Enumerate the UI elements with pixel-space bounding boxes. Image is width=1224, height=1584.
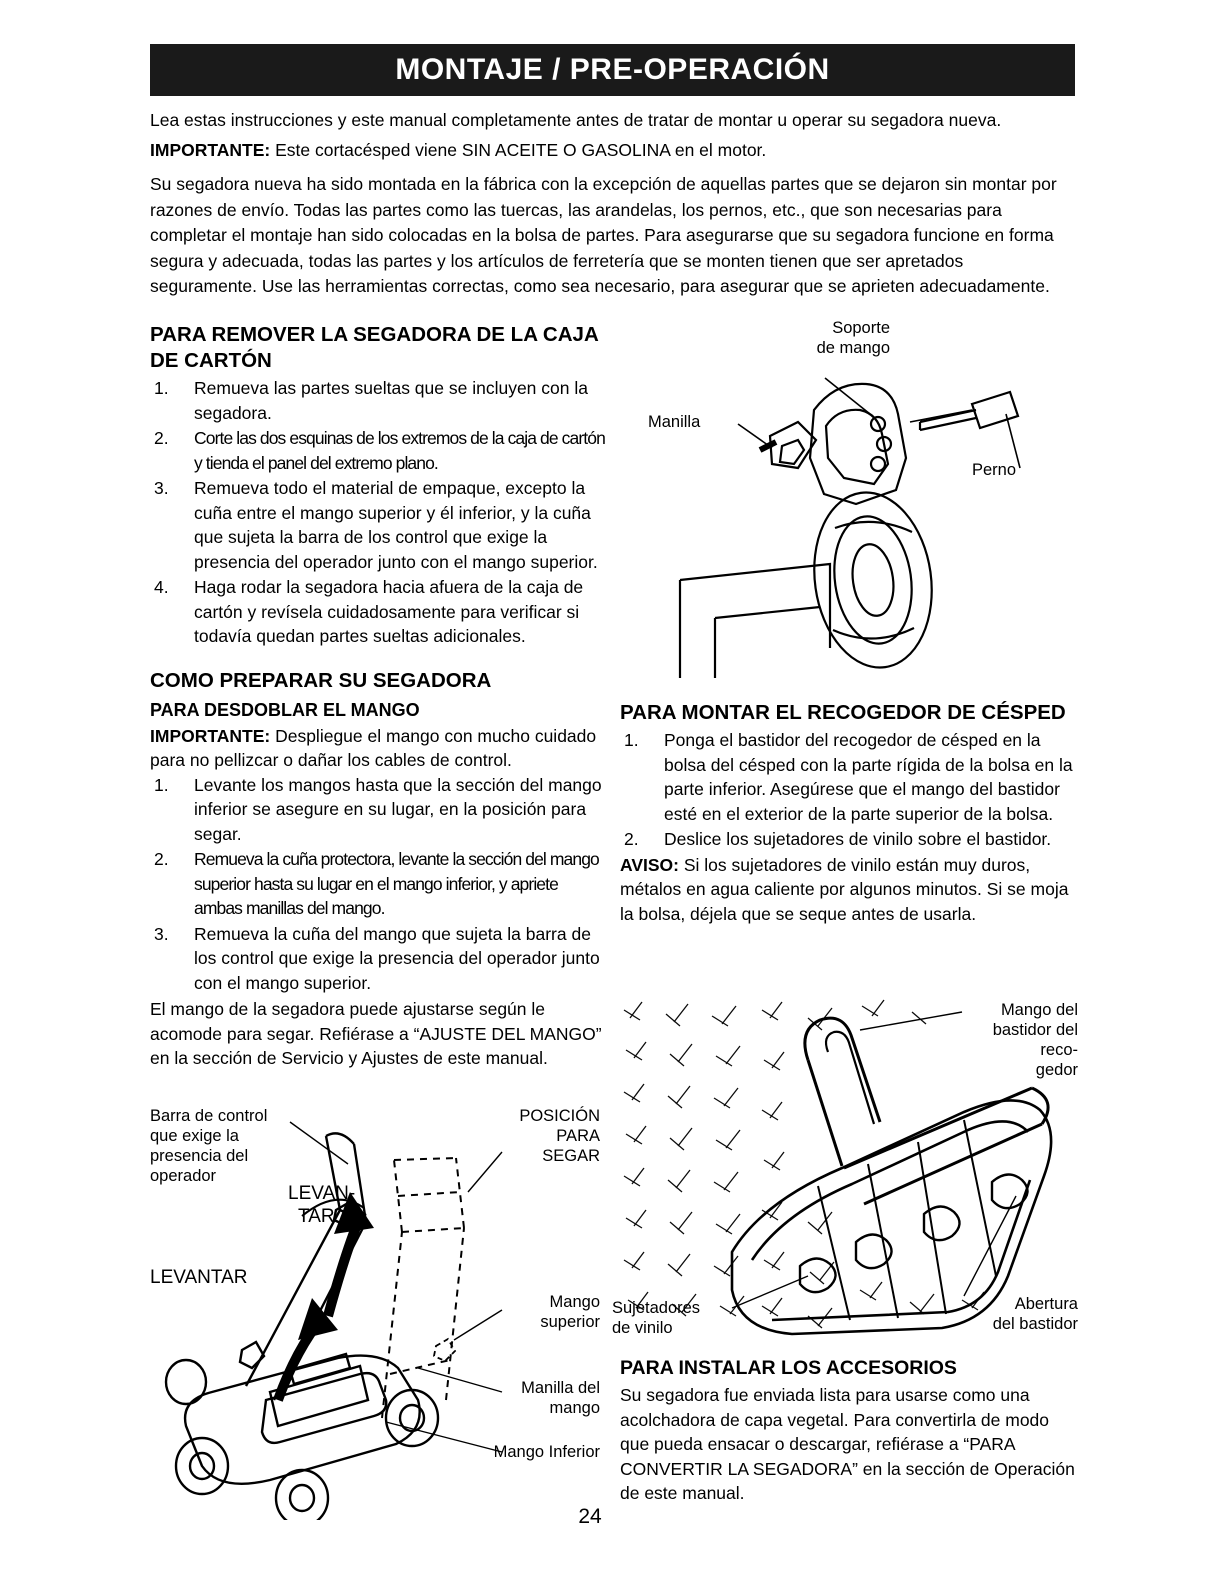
figure-grass-catcher — [612, 990, 1080, 1350]
section-desdoblar-mango-list — [150, 773, 605, 996]
list-item — [150, 922, 605, 996]
accessories-paragraph: Su segadora fue enviada lista para usarse como una acolchadora de capa vegetal. Para convertirla de modo que pueda ensacar o descargar, refiérase a “PARA CONVERTIR LA SEGADORA” en la sección de Operación de este manual. — [620, 1385, 1075, 1503]
intro-paragraph-2 — [150, 138, 1075, 164]
label-posicion-para-segar: POSICIÓN PARA SEGAR — [519, 1107, 600, 1165]
label-mango-inferior: Mango Inferior — [493, 1443, 600, 1461]
important-text: Despliegue el mango con mucho cuidado para no pellizcar o dañar los cables de control. — [150, 725, 597, 770]
list-item-number: 1. — [154, 774, 169, 795]
section-desdoblar-important — [150, 724, 605, 773]
label-barra-control: Barra de control que exige la presencia del operador — [150, 1107, 268, 1185]
list-item — [620, 827, 1075, 852]
intro-important-text: Este cortacésped viene SIN ACEITE O GASOLINA en el motor. — [270, 139, 767, 160]
list-item — [150, 773, 605, 847]
right-column — [620, 700, 1075, 926]
section-montar-recogedor-title: PARA MONTAR EL RECOGEDOR DE CÉSPED — [620, 701, 1066, 724]
list-item — [150, 476, 605, 574]
list-item-text: Remueva la cuña del mango que sujeta la barra de los control que exige la presencia del operador junto con el mango superior. — [194, 923, 600, 993]
list-item-number: 2. — [624, 829, 639, 849]
figure-handle-mount — [620, 318, 1080, 678]
list-item-number: 2. — [154, 428, 169, 448]
list-item — [150, 847, 605, 921]
right-column-bottom — [620, 1355, 1075, 1506]
label-levantar-upper: LEVAN- TAR — [288, 1183, 356, 1227]
list-item-number: 3. — [154, 923, 169, 944]
figure-mower-unfold — [150, 1100, 610, 1520]
section-recogedor-notice — [620, 853, 1075, 927]
list-item-number: 3. — [154, 478, 169, 498]
list-item-text: Remueva la cuña protectora, levante la sección del mango superior hasta su lugar en el mango inferior, y apriete ambas manillas del mango. — [194, 849, 599, 918]
intro-text — [150, 108, 1075, 309]
list-item-number: 1. — [154, 378, 169, 398]
section-remover-segadora-list — [150, 376, 605, 649]
label-mango-superior: Mango superior — [540, 1293, 600, 1331]
closing-paragraph: El mango de la segadora puede ajustarse según le acomode para segar. Refiérase a “AJUSTE DEL MANGO” en la sección de Servicio y Ajustes de este manual. — [150, 999, 602, 1068]
label-soporte: Soporte de mango — [816, 319, 890, 357]
important-label: IMPORTANTE: — [150, 725, 271, 746]
list-item-text: Remueva las partes sueltas que se incluyen con la segadora. — [194, 378, 588, 423]
intro-paragraph-3: Su segadora nueva ha sido montada en la fábrica con la excepción de aquellas partes que se dejaron sin montar por razones de envío. Todas las partes como las tuercas, las arandelas, los pernos, etc., que son necesarias para completar el montaje han sido colocadas en la bolsa de partes. Para asegurarse que su segadora funcione en forma segura y adecuada, todas las partes y los artículos de ferretería que se monten tienen que ser apretados seguramente. Use las herramientas correctas, como sea necesario, para asegurar que se aprieten adecuadamente. — [150, 174, 1057, 296]
label-abertura-bastidor: Abertura del bastidor — [992, 1295, 1078, 1333]
list-item-number: 2. — [154, 849, 169, 869]
list-item — [150, 376, 605, 425]
list-item-text: Ponga el bastidor del recogedor de césped en la bolsa del césped con la parte rígida de la bolsa en la parte inferior. Asegúrese que el mango del bastidor esté en el exterior de la parte superior de la bolsa. — [664, 730, 1073, 824]
section-instalar-accesorios-text — [620, 1383, 1075, 1506]
intro-paragraph-1: Lea estas instrucciones y este manual completamente antes de tratar de montar u operar su segadora nueva. — [150, 110, 1002, 130]
intro-important-label: IMPORTANTE: — [150, 139, 271, 160]
label-levantar-lower: LEVANTAR — [150, 1267, 248, 1288]
list-item-text: Levante los mangos hasta que la sección del mango inferior se asegure en su lugar, en la posición para segar. — [194, 774, 602, 844]
list-item — [150, 575, 605, 649]
section-montar-recogedor-list — [620, 728, 1075, 852]
label-manilla-del-mango: Manilla del mango — [521, 1379, 600, 1417]
notice-text: Si los sujetadores de vinilo están muy duros, métalos en agua caliente por algunos minutos. Si se moja la bolsa, déjela que se seque antes de usarla. — [620, 854, 1069, 924]
notice-paragraph — [620, 853, 1075, 927]
list-item-number: 4. — [154, 577, 169, 597]
handle-mount-illustration — [620, 318, 1080, 678]
page-title: MONTAJE / PRE-OPERACIÓN — [395, 53, 830, 86]
left-column — [150, 322, 605, 1071]
label-mango-bastidor: Mango del bastidor del reco- gedor — [992, 1001, 1078, 1079]
list-item — [620, 728, 1075, 826]
section-desdoblar-closing — [150, 997, 605, 1071]
label-perno: Perno — [972, 461, 1017, 479]
list-item-text: Haga rodar la segadora hacia afuera de la caja de cartón y revísela cuidadosamente para verificar si todavía quedan partes sueltas adicionales. — [194, 577, 584, 646]
list-item-text: Deslice los sujetadores de vinilo sobre el bastidor. — [664, 829, 1052, 849]
list-item-text: Remueva todo el material de empaque, excepto la cuña entre el mango superior y él inferior, y la cuña que sujeta la barra de los control que exige la presencia del operador junto con el mango superior. — [194, 478, 598, 572]
section-instalar-accesorios-title: PARA INSTALAR LOS ACCESORIOS — [620, 1357, 957, 1379]
important-paragraph — [150, 724, 605, 773]
label-sujetadores-vinilo: Sujetadores de vinilo — [612, 1299, 701, 1337]
section-remover-segadora-title: PARA REMOVER LA SEGADORA DE LA CAJA DE CARTÓN — [150, 323, 598, 372]
list-item-number: 1. — [624, 730, 639, 750]
page-number: 24 — [578, 1505, 602, 1528]
list-item — [150, 426, 605, 475]
section-preparar-segadora-title: COMO PREPARAR SU SEGADORA — [150, 668, 492, 692]
label-manilla: Manilla — [648, 413, 701, 431]
list-item-text: Corte las dos esquinas de los extremos de la caja de cartón y tienda el panel del extremo plano. — [194, 428, 605, 473]
notice-label: AVISO: — [620, 854, 679, 875]
section-desdoblar-mango-title: PARA DESDOBLAR EL MANGO — [150, 699, 420, 720]
